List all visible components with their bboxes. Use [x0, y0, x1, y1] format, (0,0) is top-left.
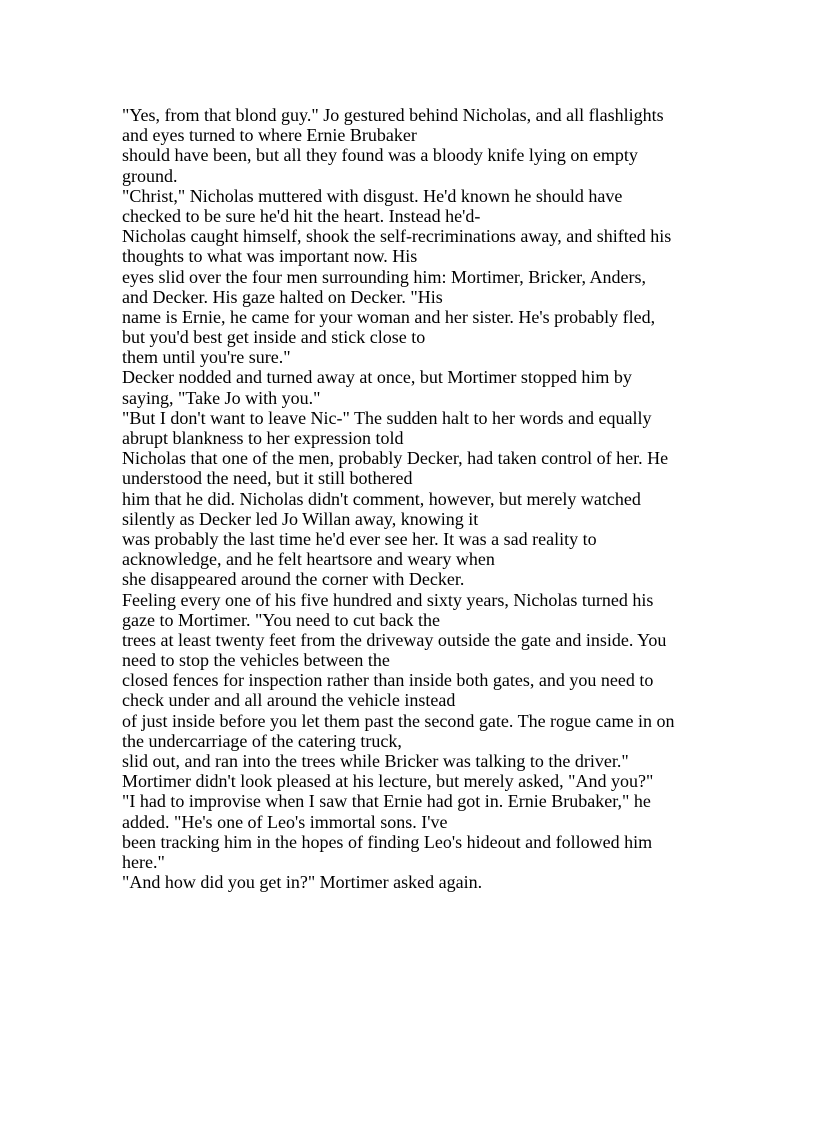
text-line: was probably the last time he'd ever see her. It was a sad reality to [122, 528, 597, 549]
text-line: Decker nodded and turned away at once, but Mortimer stopped him by [122, 367, 632, 388]
text-line: him that he did. Nicholas didn't comment, however, but merely watched [122, 488, 641, 509]
text-line: "But I don't want to leave Nic-" The sudden halt to her words and equally [122, 407, 652, 428]
text-line: "Christ," Nicholas muttered with disgust. He'd known he should have [122, 185, 623, 206]
text-line: trees at least twenty feet from the driveway outside the gate and inside. You [122, 629, 667, 650]
body-text [122, 105, 794, 892]
text-line: thoughts to what was important now. His [122, 246, 418, 267]
text-line: the undercarriage of the catering truck, [122, 730, 402, 751]
text-line: checked to be sure he'd hit the heart. Instead he'd- [122, 205, 481, 226]
text-line: understood the need, but it still bothered [122, 468, 413, 489]
text-line: name is Ernie, he came for your woman and her sister. He's probably fled, [122, 306, 656, 327]
text-line: "And how did you get in?" Mortimer asked again. [122, 872, 483, 893]
text-line: Mortimer didn't look pleased at his lecture, but merely asked, "And you?" [122, 771, 654, 792]
text-line: saying, "Take Jo with you." [122, 387, 321, 408]
text-line: of just inside before you let them past the second gate. The rogue came in on [122, 710, 675, 731]
text-line: slid out, and ran into the trees while Bricker was talking to the driver." [122, 751, 629, 771]
text-line: here." [122, 851, 165, 872]
text-line: eyes slid over the four men surrounding him: Mortimer, Bricker, Anders, [122, 266, 646, 287]
text-line: "Yes, from that blond guy." Jo gestured behind Nicholas, and all flashlights [122, 105, 664, 125]
text-line: been tracking him in the hopes of finding Leo's hideout and followed him [122, 831, 653, 852]
text-line: she disappeared around the corner with Decker. [122, 569, 465, 590]
text-line: silently as Decker led Jo Willan away, knowing it [122, 508, 479, 529]
text-line: Feeling every one of his five hundred and sixty years, Nicholas turned his [122, 589, 654, 610]
text-line: added. "He's one of Leo's immortal sons. I've [122, 811, 448, 832]
text-line: but you'd best get inside and stick close to [122, 327, 426, 348]
text-line: acknowledge, and he felt heartsore and weary when [122, 549, 495, 570]
text-line: check under and all around the vehicle instead [122, 690, 456, 711]
text-line: need to stop the vehicles between the [122, 650, 390, 671]
text-line: Nicholas caught himself, shook the self-recriminations away, and shifted his [122, 226, 672, 247]
text-line: and Decker. His gaze halted on Decker. "His [122, 286, 443, 307]
text-line: them until you're sure." [122, 347, 291, 368]
text-line: and eyes turned to where Ernie Brubaker [122, 125, 417, 146]
text-line: Nicholas that one of the men, probably Decker, had taken control of her. He [122, 448, 669, 469]
text-line: closed fences for inspection rather than inside both gates, and you need to [122, 670, 654, 691]
text-line: abrupt blankness to her expression told [122, 428, 404, 448]
text-line: gaze to Mortimer. "You need to cut back the [122, 609, 440, 630]
text-line: ground. [122, 165, 178, 186]
text-line: should have been, but all they found was a bloody knife lying on empty [122, 145, 638, 166]
text-line: "I had to improvise when I saw that Ernie had got in. Ernie Brubaker," he [122, 791, 651, 812]
